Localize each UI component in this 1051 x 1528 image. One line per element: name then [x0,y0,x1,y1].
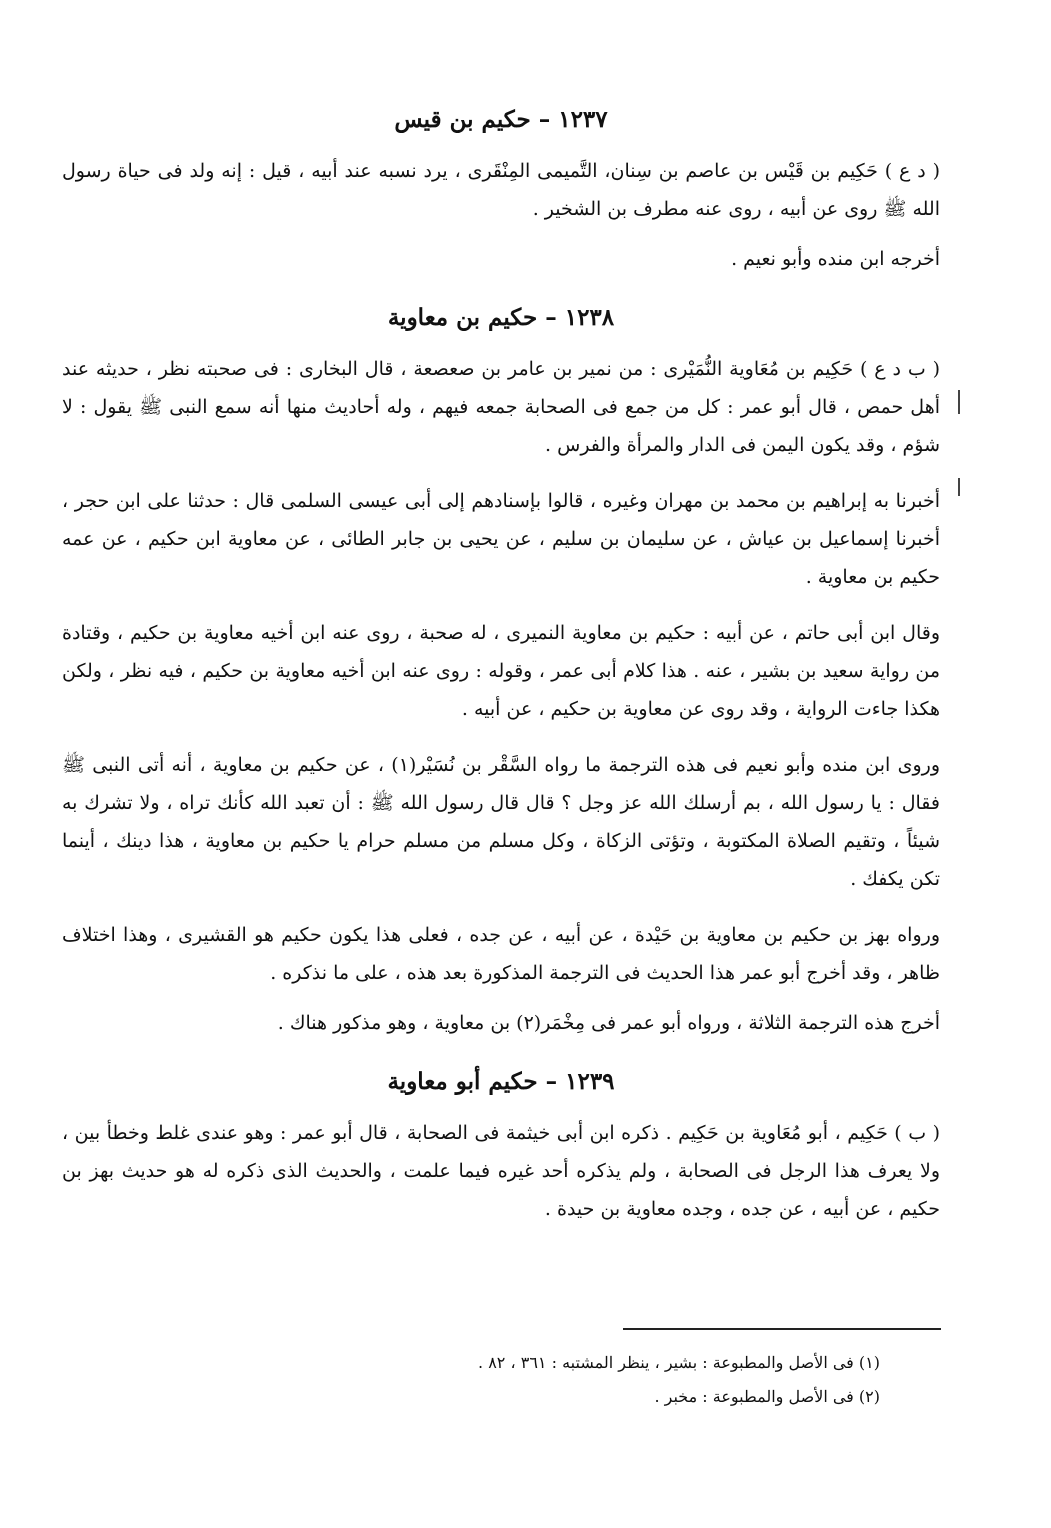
entry-1238-paragraph-1: ( ب د ع ) حَكِيم بن مُعَاوية النُّمَيْرى : من نمير بن عامر بن صعصعة ، قال البخارى : فى صحبته نظر ، حديثه عند أهل حمص ، قال أبو عمر : كل من جمع فى الصحابة جمعه فيهم ، وله أحاديث منها أنه سمع النبى ﷺ يقول : لا شؤم ، وقد يكون اليمن فى الدار والمرأة والفرس . [62,358,940,456]
footnote-2: (٢) فى الأصل والمطبوعة : مخبر . [654,1387,880,1406]
entry-1238-paragraph-6: أخرج هذه الترجمة الثلاثة ، ورواه أبو عمر فى مِخْمَر(٢) بن معاوية ، وهو مذكور هناك . [277,1012,940,1034]
scan-edge-mark [958,390,960,414]
entry-heading-1239: ١٢٣٩ – حكيم أبو معاوية [387,1068,615,1095]
entry-1237-paragraph-2: أخرجه ابن منده وأبو نعيم . [731,248,940,270]
entry-1238-paragraph-3: وقال ابن أبى حاتم ، عن أبيه : حكيم بن معاوية النميرى ، له صحبة ، روى عنه ابن أخيه معاوية بن حكيم ، وقتادة من رواية سعيد بن بشير ، عنه . هذا كلام أبى عمر ، وقوله : روى عنه ابن أخيه معاوية بن حكيم ، فيه نظر ، ولكن هكذا جاءت الرواية ، وقد روى عن معاوية بن حكيم ، عن أبيه . [62,622,940,720]
footnotes [420,1346,880,1414]
entry-1238-paragraph-2: أخبرنا به إبراهيم بن محمد بن مهران وغيره ، قالوا بإسنادهم إلى أبى عيسى السلمى قال : حدثنا على ابن حجر ، أخبرنا إسماعيل بن عياش ، عن سليمان بن سليم ، عن يحيى بن جابر الطائى ، عن معاوية ابن حكيم ، عن عمه حكيم بن معاوية . [62,490,940,588]
entry-heading-1238: ١٢٣٨ – حكيم بن معاوية [387,304,615,331]
entry-heading-1237: ١٢٣٧ – حكيم بن قيس [394,106,608,133]
scan-edge-mark [958,478,960,496]
footnote-separator [623,1328,941,1330]
main-text [62,100,940,1228]
entry-1237-paragraph-1: ( د ع ) حَكِيم بن قَيْس بن عاصم بن سِنان، التَّميمى المِنْقَرى ، يرد نسبه عند أبيه ، قيل : إنه ولد فى حياة رسول الله ﷺ روى عن أبيه ، روى عنه مطرف بن الشخير . [62,160,940,220]
entry-1238-paragraph-4: وروى ابن منده وأبو نعيم فى هذه الترجمة ما رواه السَّقْر بن نُسَيْر(١) ، عن حكيم بن معاوية ، أنه أتى النبى ﷺ فقال : يا رسول الله ، بم أرسلك الله عز وجل ؟ قال قال رسول الله ﷺ : أن تعبد الله كأنك تراه ، ولا تشرك به شيئاً ، وتقيم الصلاة المكتوبة ، وتؤتى الزكاة ، وكل مسلم من مسلم حرام يا حكيم بن معاوية ، هذا دينك ، أينما تكن يكفك . [62,754,940,890]
entry-1239-paragraph-1: ( ب ) حَكِيم ، أبو مُعَاوية بن حَكِيم . ذكره ابن أبى خيثمة فى الصحابة ، قال أبو عمر : وهو عندى غلط وخطأ بين ، ولا يعرف هذا الرجل فى الصحابة ، ولم يذكره أحد غيره فيما علمت ، والحديث الذى ذكره له هو حديث بهز بن حكيم ، عن أبيه ، عن جده ، وجده معاوية بن حيدة . [62,1122,940,1220]
entry-1238-paragraph-5: ورواه بهز بن حكيم بن معاوية بن حَيْدة ، عن أبيه ، عن جده ، فعلى هذا يكون حكيم هو القشيرى ، وهذا اختلاف ظاهر ، وقد أخرج أبو عمر هذا الحديث فى الترجمة المذكورة بعد هذه ، على ما نذكره . [62,924,940,984]
footnote-1: (١) فى الأصل والمطبوعة : بشير ، ينظر المشتبه : ٣٦١ ، ٨٢ . [478,1353,880,1372]
